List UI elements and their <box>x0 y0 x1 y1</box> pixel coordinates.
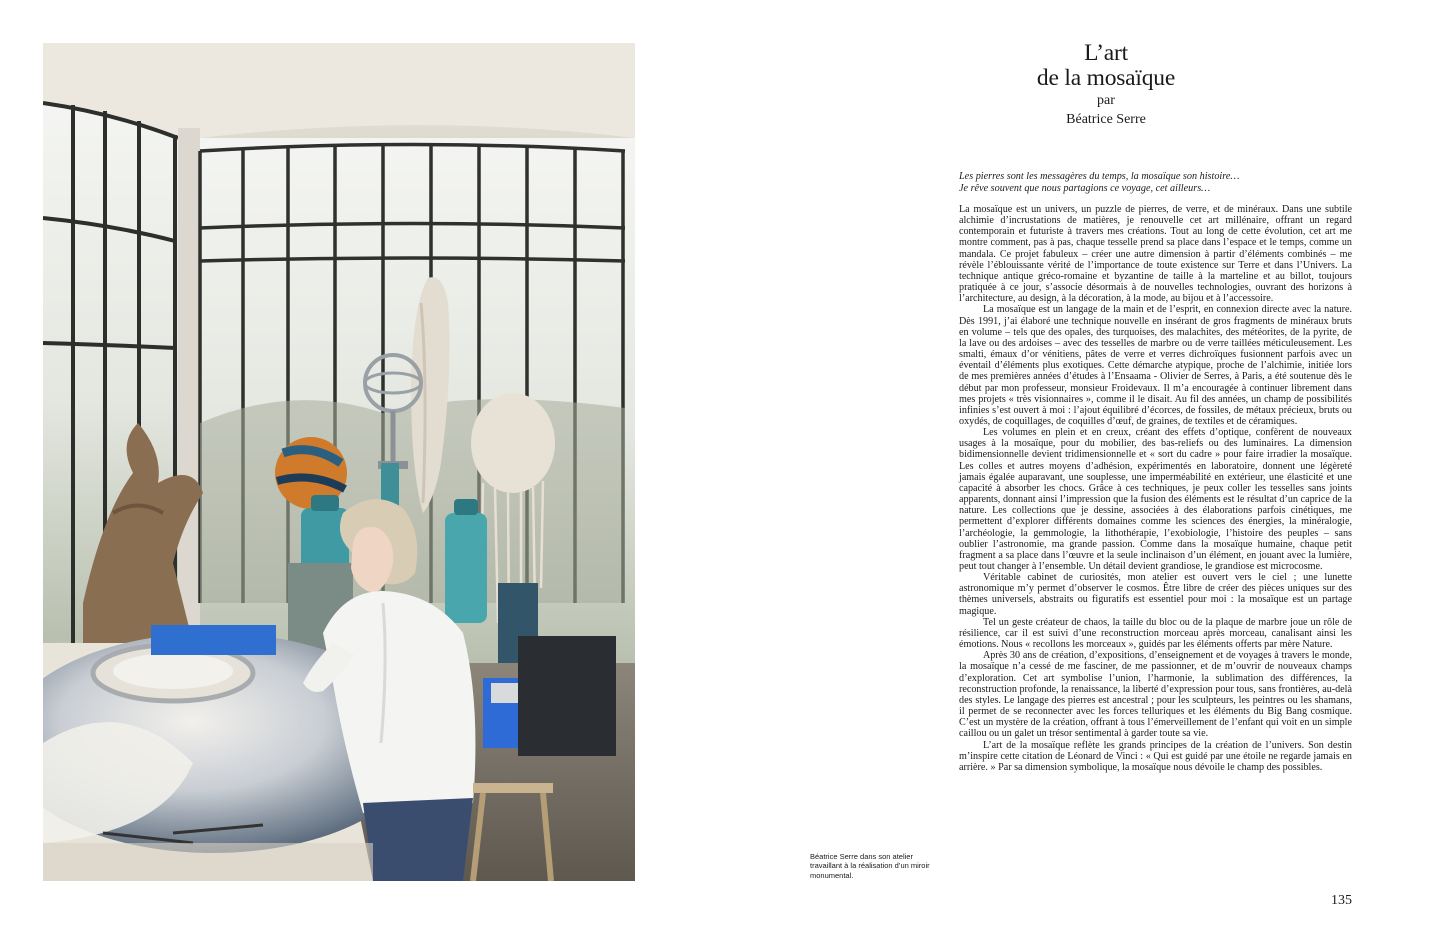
article-intro <box>959 171 1359 194</box>
body-paragraph-2: La mosaïque est un langage de la main et de l’esprit, en connexion directe avec la nature. Dès 1991, j’ai élaboré une technique nouvelle en insérant de gros fragments de minéraux bruts en volume – tels que des opales, des turquoises, des malachites, des météorites, de la pyrite, de la lave ou des ardoises – avec des tesselles de marbre ou de verre taillées méticuleusement. Les smalti, émaux d’or vénitiens, pâtes de verre et verres dichroïques fusionnent parfois avec un éventail d’éléments plus exotiques. Cette démarche atypique, proche de l’alchimie, initiée lors de mes premières années d’études à l’Ensaama - Olivier de Serres, à Paris, a été soutenue dès le début par mon professeur, monsieur Froidevaux. Il m’a encouragée à continuer librement dans mes projets « très visionnaires », comme il le disait. Au fil des années, un champ de possibilités infinies s’est ouvert à moi : l’ajout équilibré d’écorces, de fossiles, de métaux précieux, bruts ou oxydés, de coquillages, de coquilles d’œuf, de graines, de textiles et de céramiques. <box>959 304 1352 427</box>
body-paragraph-1: La mosaïque est un univers, un puzzle de pierres, de verre, et de minéraux. Dans une subtile alchimie d’incrustations de matières, je renouvelle cet art millénaire, offrant un regard contemporain et futuriste à travers mes créations. Tout au long de cette évolution, cet art me montre comment, pas à pas, chaque tesselle prend sa place dans l’espace et le temps, comme un mandala. Ce projet fabuleux – créer une autre dimension à partir d’éléments combinés – me révèle l’éblouissante vérité de l’importance de toute existence sur Terre et dans l’Univers. La technique antique gréco-romaine et byzantine de taille à la marteline et au billot, toujours pratiquée à ce jour, s’associe désormais à de nouvelles technologies, ouvrant des horizons à l’architecture, au design, à la décoration, à la mode, au bijou et à l’accessoire. <box>959 204 1352 305</box>
atelier-photo <box>43 43 635 881</box>
body-paragraph-6: Après 30 ans de création, d’expositions, d’enseignement et de voyages à travers le monde, la mosaïque n’a cessé de me fasciner, de me passionner, et de m’ouvrir de nouveaux champs d’exploration. Cet art symbolise l’union, l’harmonie, la sublimation des différences, la reconstruction profonde, la renaissance, la liberté d’expression pour tous, sans frontières, au-delà des styles. Le langage des pierres est ancestral ; pour les sculpteurs, les peintres ou les shamans, il permet de se reconnecter avec les forces telluriques et les éléments du Big Bang cosmique. C’est un mystère de la création, offrant à tous l’émerveillement de l’enfant qui voit en un simple caillou ou un galet un trésor sentimental à garder toute sa vie. <box>959 650 1352 740</box>
body-paragraph-4: Véritable cabinet de curiosités, mon atelier est ouvert vers le ciel ; une lunette astronomique m’y permet d’observer le cosmos. Être libre de créer des pièces uniques sur des thèmes universels, abstraits ou figuratifs est essentiel pour moi : la mosaïque est un partage magique. <box>959 572 1352 617</box>
photo-caption: Béatrice Serre dans son atelier travaillant à la réalisation d’un miroir monumental. <box>810 852 930 880</box>
title-line-1: L’art <box>1084 40 1128 66</box>
article-body <box>959 204 1352 773</box>
page-number: 135 <box>1331 893 1352 908</box>
title-par: par <box>1097 93 1115 108</box>
intro-line-1: Les pierres sont les messagères du temps, la mosaïque son histoire… <box>959 171 1240 182</box>
title-line-2: de la mosaïque <box>1036 65 1176 91</box>
article-author: Béatrice Serre <box>1066 112 1146 127</box>
intro-line-2: Je rêve souvent que nous partagions ce voyage, cet ailleurs… <box>959 182 1211 194</box>
body-paragraph-7: L’art de la mosaïque reflète les grands principes de la création de l’univers. Son destin m’inspire cette citation de Léonard de Vinci : « Qui est guidé par une étoile ne regarde jamais en arrière. » Par sa dimension symbolique, la mosaïque nous dévoile le champ des possibles. <box>959 739 1352 773</box>
article-title <box>960 41 1252 130</box>
body-paragraph-3: Les volumes en plein et en creux, créant des effets d’optique, confèrent de nouveaux usages à la mosaïque, pour du mobilier, des bas-reliefs ou des luminaires. La dimension bidimensionnelle devient tridimensionnelle et « sort du cadre » pour faire irradier la mosaïque. Les colles et autres moyens d’adhésion, expérimentés en laboratoire, donnent une légèreté jamais égalée auparavant, une souplesse, une imperméabilité en extérieur, une élasticité et une capacité à absorber les chocs. Grâce à ces techniques, je peux coller les tesselles sans joints apparents, donnant ainsi l’impression que la fusion des éléments est le résultat d’un caprice de la nature. Les collections que je dessine, associées à des élaborations parfois cinétiques, me permettent d’explorer différents domaines comme les sciences des énergies, la minéralogie, l’archéologie, la gemmologie, la lithothérapie, l’exobiologie, l’histoire des peuples – sans oublier l’astronomie, ma grande passion. Comme dans la mosaïque humaine, chaque petit fragment a sa place dans l’œuvre et la seule inclinaison d’un élément, en jouant avec la lumière, peut tout changer à l’ensemble. Un détail devient grandiose, le grandiose est microcosme. <box>959 427 1352 572</box>
body-paragraph-5: Tel un geste créateur de chaos, la taille du bloc ou de la plaque de marbre joue un rôle de résilience, car il est suivi d’une reconstruction morceau après morceau, canalisant ainsi les émotions. Nous « recollons les morceaux », guidés par les éléments offerts par mère Nature. <box>959 616 1352 651</box>
